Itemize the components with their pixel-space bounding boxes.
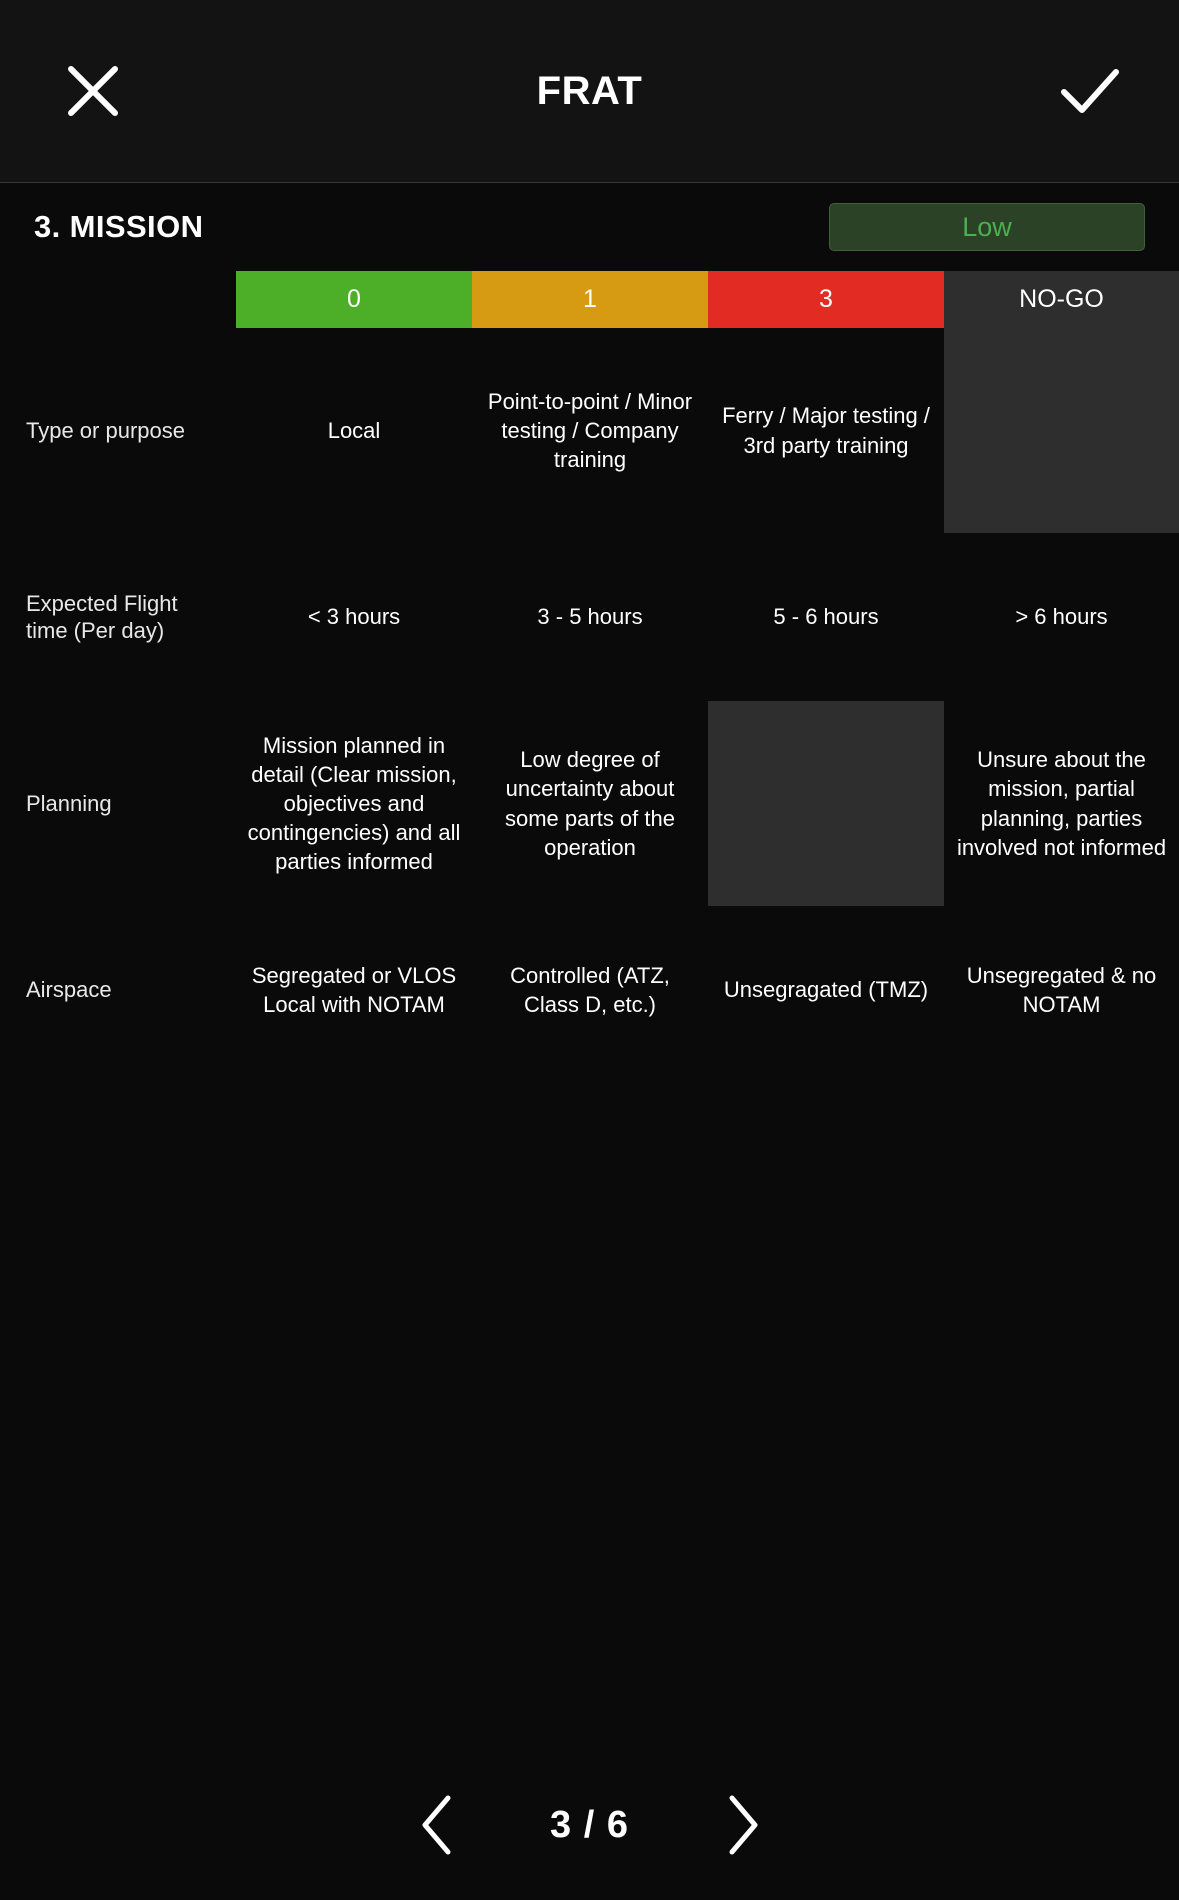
top-bar [0,0,1179,183]
cell-type-score-1[interactable]: Point-to-point / Minor testing / Company training [487,388,693,473]
cell-planning-score-0[interactable]: Mission planned in detail (Clear mission, objectives and contingencies) and all parties informed [247,732,461,875]
score-header-nogo: NO-GO [944,271,1179,328]
table-row [0,906,1179,1074]
cell-planning-score-3[interactable] [708,701,944,906]
chevron-right-icon[interactable] [711,1793,775,1857]
table-row [0,328,1179,533]
cell-type-score-3[interactable]: Ferry / Major testing / 3rd party training [722,403,930,458]
page-title: FRAT [536,68,643,113]
cell-type-score-0[interactable]: Local [327,417,381,443]
score-header-0: 0 [236,271,472,328]
status-badge[interactable] [829,203,1145,251]
chevron-left-icon[interactable] [405,1793,469,1857]
row-label-planning: Planning [26,790,112,816]
score-header-3: 3 [708,271,944,328]
cell-planning-score-1[interactable]: Low degree of uncertainty about some parts of the operation [505,747,675,860]
page-indicator: 3 / 6 [550,1803,629,1846]
cell-planning-nogo[interactable]: Unsure about the mission, partial planning, parties involved not informed [956,747,1167,860]
cell-type-nogo[interactable] [944,328,1179,533]
cell-flight-time-score-3[interactable]: 5 - 6 hours [773,604,879,630]
cell-airspace-nogo[interactable]: Unsegregated & no NOTAM [966,962,1157,1017]
cell-flight-time-nogo[interactable]: > 6 hours [1015,604,1108,630]
pager [0,1750,1179,1900]
row-label-type-or-purpose: Type or purpose [26,417,185,443]
close-icon[interactable] [50,48,136,134]
cell-airspace-score-0[interactable]: Segregated or VLOS Local with NOTAM [251,962,457,1017]
cell-airspace-score-1[interactable]: Controlled (ATZ, Class D, etc.) [510,962,670,1017]
cell-airspace-score-3[interactable]: Unsegragated (TMZ) [723,977,929,1003]
content-filler [0,1074,1179,1750]
risk-matrix [0,328,1179,1074]
section-title: 3. MISSION [34,209,204,244]
cell-flight-time-score-0[interactable]: < 3 hours [307,604,401,630]
score-header-spacer [0,271,236,328]
score-header-row [0,271,1179,328]
section-header [0,183,1179,271]
table-row [0,701,1179,906]
row-label-expected-flight-time: Expected Flight time (Per day) [26,590,178,643]
check-icon[interactable] [1047,48,1133,134]
status-badge-label: Low [962,211,1012,242]
score-header-1: 1 [472,271,708,328]
table-row [0,533,1179,701]
cell-flight-time-score-1[interactable]: 3 - 5 hours [537,604,643,630]
row-label-airspace: Airspace [26,977,112,1003]
